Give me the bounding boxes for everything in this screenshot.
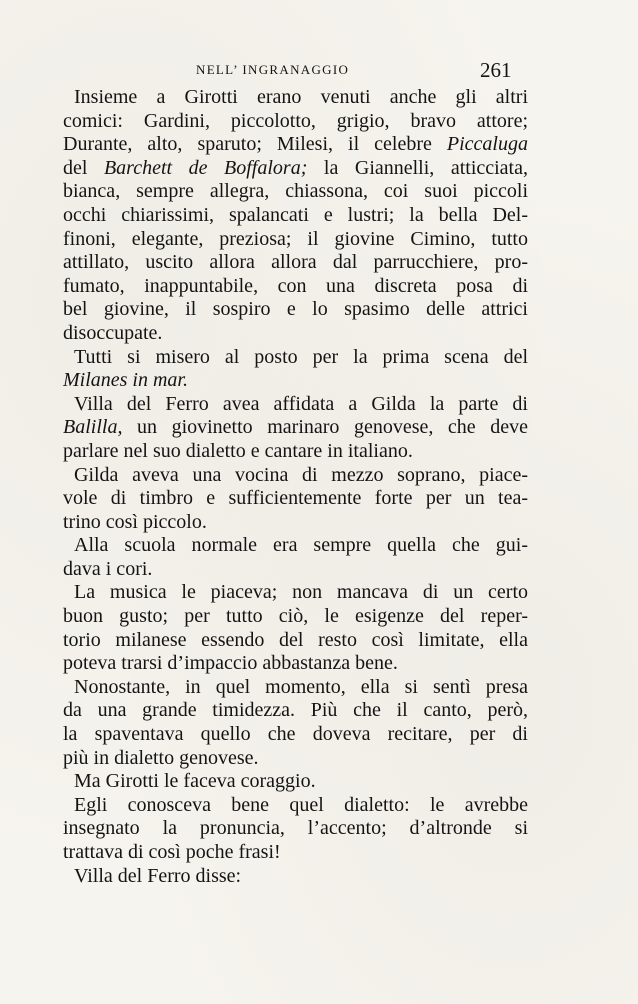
text-segment: un giovinetto marinaro genovese, che deve [122, 416, 528, 439]
text-line [63, 558, 528, 582]
text-segment: trino così piccolo. [63, 510, 207, 533]
text-segment: torio milanese essendo del resto così limitate, ella [63, 628, 528, 651]
text-segment: più in dialetto genovese. [63, 746, 259, 769]
text-line [63, 251, 528, 275]
running-title: NELL’ INGRANAGGIO [196, 62, 350, 77]
paragraph [63, 865, 528, 889]
text-line [63, 629, 528, 653]
body-text [63, 86, 528, 888]
italic-text: Piccaluga [446, 133, 528, 156]
text-segment: Insieme a Girotti erano venuti anche gli altri [74, 86, 528, 108]
text-segment: disoccupate. [63, 321, 163, 344]
text-line [63, 416, 528, 440]
text-line [63, 865, 528, 889]
text-segment: del [63, 156, 104, 179]
text-line [63, 86, 528, 110]
paragraph [63, 581, 528, 675]
text-segment: Villa del Ferro disse: [74, 864, 242, 887]
text-line [63, 770, 528, 794]
text-line [63, 322, 528, 346]
text-line [63, 228, 528, 252]
text-segment: Ma Girotti le faceva coraggio. [74, 770, 316, 793]
text-segment: dava i cori. [63, 557, 153, 580]
text-line [63, 534, 528, 558]
italic-text: Barchett de Boffalora; [103, 156, 308, 179]
text-line [63, 723, 528, 747]
paragraph [63, 86, 528, 346]
text-segment: Durante, alto, sparuto; Milesi, il celebre [63, 133, 447, 156]
paragraph [63, 393, 528, 464]
text-segment: vole di timbro e sufficientemente forte per un tea- [63, 487, 528, 510]
text-segment: bel giovine, il sospiro e lo spasimo delle attrici [63, 298, 528, 321]
text-line [63, 511, 528, 535]
page-number: 261 [480, 58, 512, 82]
text-line [63, 440, 528, 464]
text-segment: occhi chiarissimi, spalancati e lustri; la bella Del- [63, 203, 528, 226]
text-line [63, 393, 528, 417]
text-segment: attillato, uscito allora allora dal parrucchiere, pro- [63, 251, 528, 274]
text-line [63, 346, 528, 370]
text-segment: trattava di così poche frasi! [63, 841, 281, 863]
text-line [63, 605, 528, 629]
paragraph [63, 770, 528, 794]
text-line [63, 275, 528, 299]
text-line [63, 652, 528, 676]
text-line [63, 464, 528, 488]
text-line [63, 298, 528, 322]
text-segment: Gilda aveva una vocina di mezzo soprano, piace- [74, 463, 528, 486]
text-line [63, 747, 528, 771]
text-segment: la Giannelli, atticciata, [307, 156, 528, 179]
text-line [63, 369, 528, 393]
paragraph [63, 534, 528, 581]
text-line [63, 817, 528, 841]
text-segment: finoni, elegante, preziosa; il giovine Cimino, tutto [63, 227, 528, 250]
text-segment: Villa del Ferro avea affidata a Gilda la parte di [74, 392, 528, 415]
text-line [63, 841, 528, 865]
text-segment: Tutti si misero al posto per la prima scena del [74, 345, 528, 368]
paragraph [63, 676, 528, 770]
text-segment: bianca, sempre allegra, chiassona, coi suoi piccoli [63, 180, 528, 203]
text-line [63, 676, 528, 700]
paragraph [63, 346, 528, 393]
text-line [63, 157, 528, 181]
text-segment: parlare nel suo dialetto e cantare in italiano. [63, 439, 413, 462]
text-segment: poteva trarsi d’impaccio abbastanza bene. [63, 652, 398, 675]
text-segment: fumato, inappuntabile, con una discreta posa di [63, 274, 528, 297]
text-segment: Egli conosceva bene quel dialetto: le avrebbe [74, 793, 528, 816]
text-segment: Alla scuola normale era sempre quella che gui- [74, 534, 528, 557]
paragraph [63, 464, 528, 535]
text-line [63, 581, 528, 605]
text-segment: comici: Gardini, piccolotto, grigio, bravo attore; [63, 109, 528, 132]
italic-text: Balilla, [63, 416, 123, 439]
text-line [63, 110, 528, 134]
paragraph [63, 794, 528, 865]
text-line [63, 204, 528, 228]
text-segment: insegnato la pronuncia, l’accento; d’altronde si [63, 817, 528, 840]
text-line [63, 133, 528, 157]
text-line [63, 180, 528, 204]
text-segment: La musica le piaceva; non mancava di un certo [74, 581, 528, 604]
italic-text: Milanes in mar. [63, 369, 188, 392]
text-segment: da una grande timidezza. Più che il canto, però, [63, 699, 528, 722]
text-line [63, 487, 528, 511]
running-head [196, 58, 556, 84]
text-segment: buon gusto; per tutto ciò, le esigenze del reper- [63, 605, 528, 628]
text-segment: la spaventava quello che doveva recitare, per di [63, 723, 528, 746]
text-segment: Nonostante, in quel momento, ella si sentì presa [74, 675, 528, 698]
text-line [63, 794, 528, 818]
text-line [63, 699, 528, 723]
